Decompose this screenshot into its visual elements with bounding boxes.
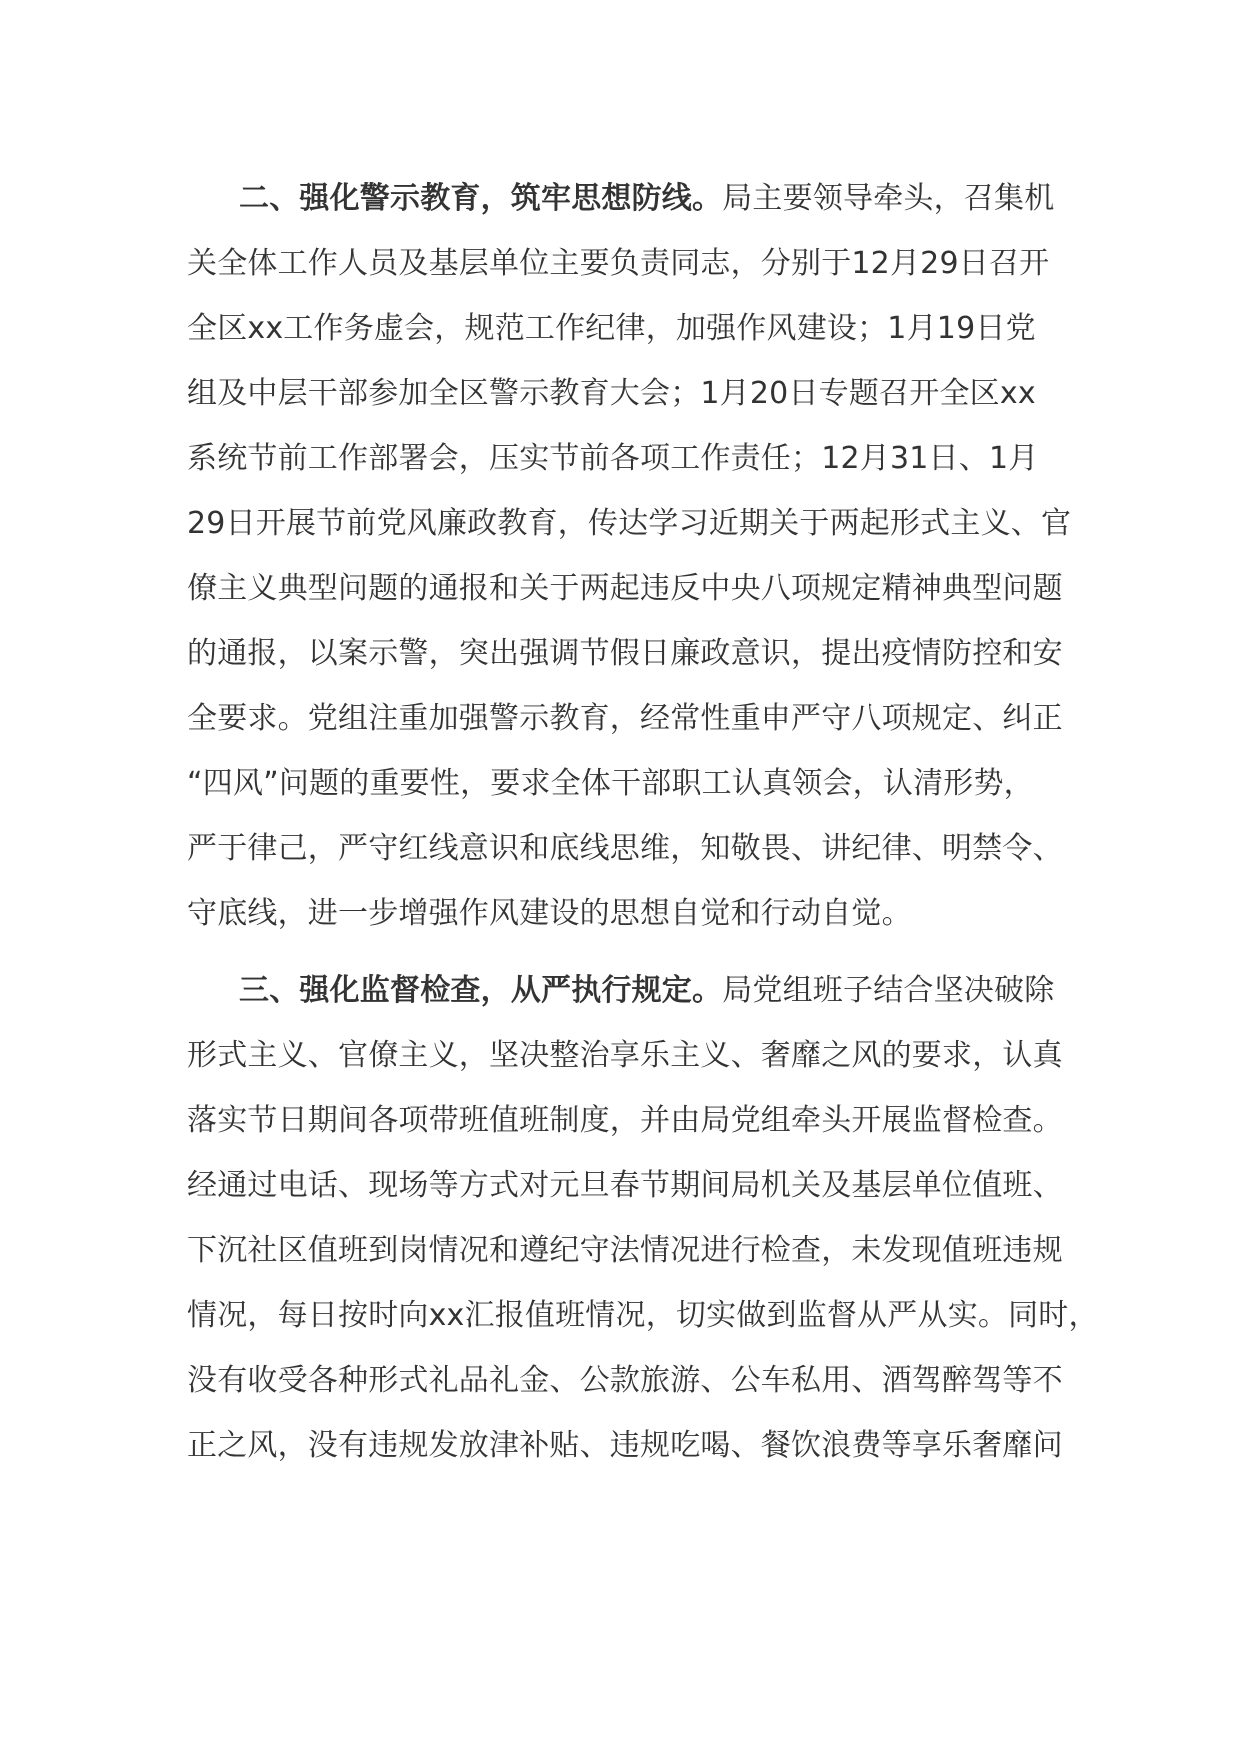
paragraph-first-line (187, 958, 1087, 1023)
paragraph-heading: 三、强化监督检查，从严执行规定。 (239, 973, 723, 1008)
paragraph-line: 全区xx工作务虚会，规范工作纪律，加强作风建设；1月19日党 (187, 311, 1036, 346)
paragraph-line: 正之风，没有违规发放津补贴、违规吃喝、餐饮浪费等享乐奢靡问 (187, 1428, 1063, 1463)
paragraph-line-text: 局党组班子结合坚决破除 (722, 973, 1055, 1008)
paragraph-line: 守底线，进一步增强作风建设的思想自觉和行动自觉。 (187, 896, 912, 931)
paragraph-heading: 二、强化警示教育，筑牢思想防线。 (239, 181, 723, 216)
paragraph-line: 下沉社区值班到岗情况和遵纪守法情况进行检查，未发现值班违规 (187, 1233, 1063, 1268)
paragraph-line: 组及中层干部参加全区警示教育大会；1月20日专题召开全区xx (187, 376, 1036, 411)
paragraph-line-text: 局主要领导牵头，召集机 (722, 181, 1055, 216)
paragraph-line: 系统节前工作部署会，压实节前各项工作责任；12月31日、1月 (187, 441, 1039, 476)
paragraph-line: 的通报，以案示警，突出强调节假日廉政意识，提出疫情防控和安 (187, 636, 1063, 671)
paragraph-line: 严于律己，严守红线意识和底线思维，知敬畏、讲纪律、明禁令、 (187, 831, 1063, 866)
paragraph-warning-education (187, 166, 1087, 946)
paragraph-line: 僚主义典型问题的通报和关于两起违反中央八项规定精神典型问题 (187, 571, 1063, 606)
paragraph-line: 全要求。党组注重加强警示教育，经常性重申严守八项规定、纠正 (187, 701, 1063, 736)
paragraph-line: 29日开展节前党风廉政教育，传达学习近期关于两起形式主义、官 (187, 506, 1072, 541)
paragraph-supervision-inspection (187, 958, 1099, 1478)
paragraph-line: 经通过电话、现场等方式对元旦春节期间局机关及基层单位值班、 (187, 1168, 1063, 1203)
paragraph-line: “四风”问题的重要性，要求全体干部职工认真领会，认清形势， (187, 766, 1034, 801)
paragraph-line: 没有收受各种形式礼品礼金、公款旅游、公车私用、酒驾醉驾等不 (187, 1363, 1063, 1398)
paragraph-line: 形式主义、官僚主义，坚决整治享乐主义、奢靡之风的要求，认真 (187, 1038, 1063, 1073)
paragraph-line: 落实节日期间各项带班值班制度，并由局党组牵头开展监督检查。 (187, 1103, 1063, 1138)
paragraph-first-line (187, 166, 1087, 231)
paragraph-line: 关全体工作人员及基层单位主要负责同志，分别于12月29日召开 (187, 246, 1050, 281)
paragraph-line: 情况，每日按时向xx汇报值班情况，切实做到监督从严从实。同时， (187, 1298, 1099, 1333)
